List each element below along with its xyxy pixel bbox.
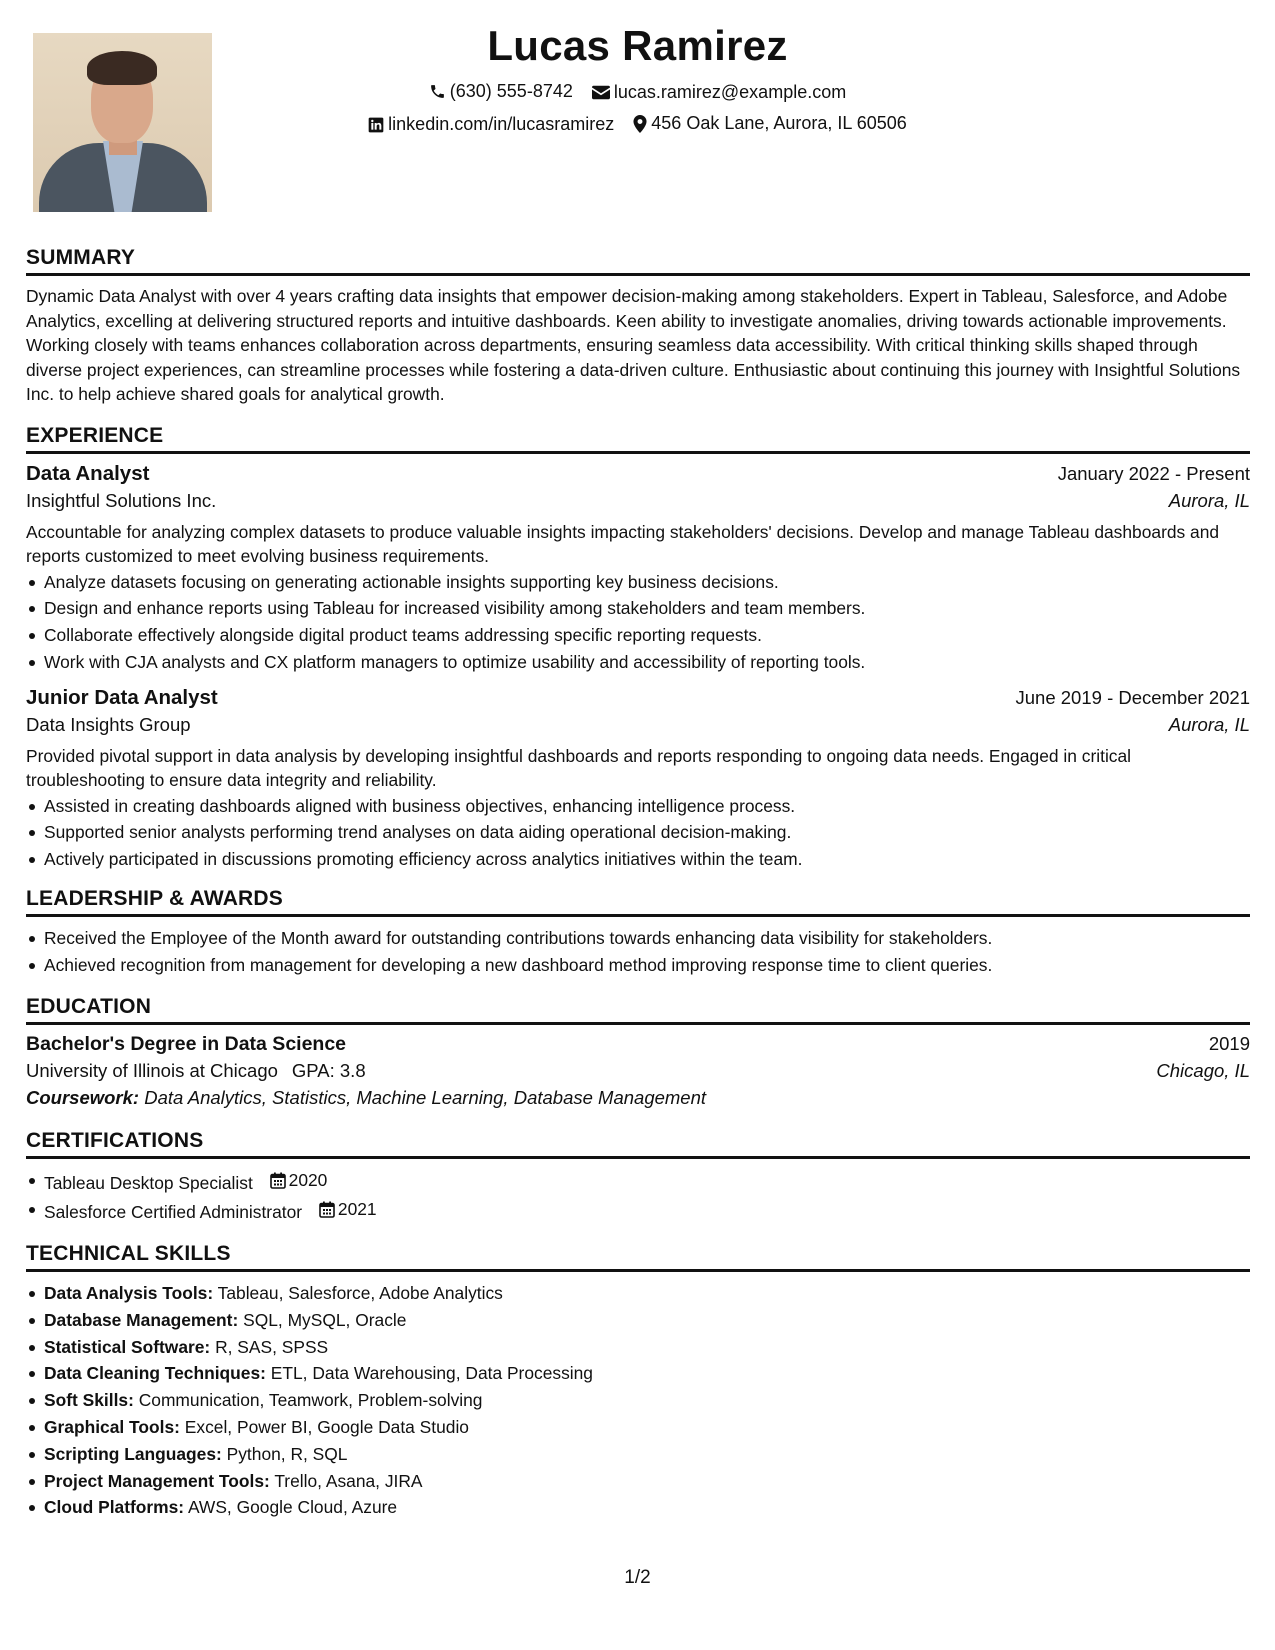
skill-value: ETL, Data Warehousing, Data Processing [270,1363,593,1384]
experience-section [26,424,1250,874]
section-title: SUMMARY [26,246,1250,276]
job-location: Aurora, IL [1168,489,1250,511]
list-item: Design and enhance reports using Tableau for increased visibility among stakeholders and team members. [44,595,1250,622]
coursework-list: Data Analytics, Statistics, Machine Learning, Database Management [144,1086,707,1108]
skill-label: Data Analysis Tools: [44,1283,214,1304]
list-item: Collaborate effectively alongside digital product teams addressing specific reporting requests. [44,622,1250,649]
skill-label: Soft Skills: [44,1390,134,1411]
linkedin-item[interactable] [368,114,614,135]
certifications-section [26,1129,1250,1226]
list-item [44,1334,1250,1361]
calendar-icon [319,1201,335,1218]
skill-label: Graphical Tools: [44,1417,180,1438]
job-description: Provided pivotal support in data analysis by developing insightful dashboards and reports responding to ongoing data needs. Engaged in critical troubleshooting to ensure data integrity and reliability. [26,745,1132,791]
phone-item [429,81,573,102]
skills-list [26,1280,1250,1521]
list-item: Analyze datasets focusing on generating actionable insights supporting key business decisions. [44,569,1250,596]
map-pin-icon [633,115,647,133]
linkedin-icon [368,117,384,133]
linkedin-link[interactable]: linkedin.com/in/lucasramirez [388,114,615,134]
skills-section [26,1242,1250,1521]
contact-line-2 [0,113,1275,138]
contact-line-1 [0,81,1275,105]
candidate-name: Lucas Ramirez [487,22,788,69]
job-entry [26,462,1250,676]
list-item [44,1167,1250,1197]
list-item: Work with CJA analysts and CX platform managers to optimize usability and accessibility of reporting tools. [44,649,1250,676]
list-item: Actively participated in discussions promoting efficiency across analytics initiatives within the team. [44,846,1250,873]
list-item [44,1280,1250,1307]
job-company: Insightful Solutions Inc. [26,489,217,511]
section-title: EXPERIENCE [26,424,1250,454]
email-item[interactable] [592,82,846,103]
summary-text: Dynamic Data Analyst with over 4 years crafting data insights that empower decision-making among stakeholders. Expert in Tableau, Salesforce, and Adobe Analytics, excelling at delivering structured reports and intuitive dashboards. Keen ability to investigate anomalies, driving towards actionable improvements. Working closely with teams enhances collaboration across departments, ensuring seamless data accessibility. With critical thinking skills shaped through diverse project experiences, can streamline processes while fostering a data-driven culture. Enthusiastic about continuing this journey with Insightful Solutions Inc. to help achieve shared goals for analytical growth. [26,286,1241,404]
list-item [44,1196,1250,1226]
list-item: Supported senior analysts performing trend analyses on data aiding operational decision-making. [44,819,1250,846]
skill-value: Python, R, SQL [226,1443,348,1464]
certifications-list [26,1167,1250,1226]
list-item [44,1387,1250,1414]
certification-date [319,1196,377,1223]
list-item: Assisted in creating dashboards aligned with business objectives, enhancing intelligence process. [44,793,1250,820]
degree-title: Bachelor's Degree in Data Science [26,1032,347,1055]
job-dates: January 2022 - Present [1057,462,1250,484]
list-item [44,1494,1250,1521]
job-entry [26,686,1250,873]
phone-text: (630) 555-8742 [449,81,573,101]
list-item [44,1360,1250,1387]
calendar-icon [270,1172,286,1189]
list-item [44,1441,1250,1468]
skill-label: Statistical Software: [44,1336,211,1357]
resume-content [26,246,1250,1527]
skill-value: Communication, Teamwork, Problem-solving [138,1390,483,1411]
school-name: University of Illinois at Chicago [26,1059,278,1081]
skill-value: Excel, Power BI, Google Data Studio [184,1417,469,1438]
certification-year: 2020 [288,1169,328,1190]
skill-label: Cloud Platforms: [44,1497,185,1518]
certification-name: Salesforce Certified Administrator [44,1202,303,1223]
certification-name: Tableau Desktop Specialist [44,1172,253,1193]
skill-label: Data Cleaning Techniques: [44,1363,266,1384]
section-title: TECHNICAL SKILLS [26,1242,1250,1272]
list-item: Received the Employee of the Month award for outstanding contributions towards enhancing data visibility for stakeholders. [44,925,1250,952]
skill-label: Database Management: [44,1309,239,1330]
section-title: LEADERSHIP & AWARDS [26,887,1250,917]
job-bullets [26,793,1250,873]
email-link[interactable]: lucas.ramirez@example.com [613,82,847,102]
skill-value: Trello, Asana, JIRA [274,1470,423,1491]
certification-date [270,1167,328,1194]
section-title: EDUCATION [26,995,1250,1025]
skill-value: SQL, MySQL, Oracle [243,1309,407,1330]
skill-label: Scripting Languages: [44,1443,222,1464]
job-role: Data Analyst [26,461,150,485]
summary-section [26,246,1250,407]
address-text: 456 Oak Lane, Aurora, IL 60506 [651,113,907,133]
leadership-section [26,887,1250,979]
list-item [44,1468,1250,1495]
address-item [633,113,907,134]
certification-year: 2021 [337,1199,377,1220]
graduation-year: 2019 [1208,1032,1250,1054]
skill-value: R, SAS, SPSS [215,1336,329,1357]
job-company: Data Insights Group [26,713,191,735]
job-role: Junior Data Analyst [26,685,218,709]
list-item: Achieved recognition from management for developing a new dashboard method improving response time to client queries. [44,952,1250,979]
job-bullets [26,569,1250,676]
page-number: 1/2 [624,1567,651,1588]
coursework-label: Coursework: [26,1086,140,1108]
leadership-bullets [26,925,1250,979]
school-location: Chicago, IL [1156,1059,1250,1081]
gpa: GPA: 3.8 [291,1059,366,1081]
envelope-icon [592,85,610,100]
skill-label: Project Management Tools: [44,1470,270,1491]
job-location: Aurora, IL [1168,713,1250,735]
job-description: Accountable for analyzing complex datasets to produce valuable insights impacting stakeholders' decisions. Develop and manage Tableau dashboards and reports customized to meet evolving business requirements. [26,521,1220,566]
list-item [44,1307,1250,1334]
education-section [26,995,1250,1109]
section-title: CERTIFICATIONS [26,1129,1250,1159]
job-dates: June 2019 - December 2021 [1015,686,1250,708]
phone-icon [429,83,446,100]
list-item [44,1414,1250,1441]
school-line [26,1060,366,1082]
coursework [26,1087,1250,1109]
skill-value: AWS, Google Cloud, Azure [187,1497,398,1518]
skill-value: Tableau, Salesforce, Adobe Analytics [217,1283,503,1304]
